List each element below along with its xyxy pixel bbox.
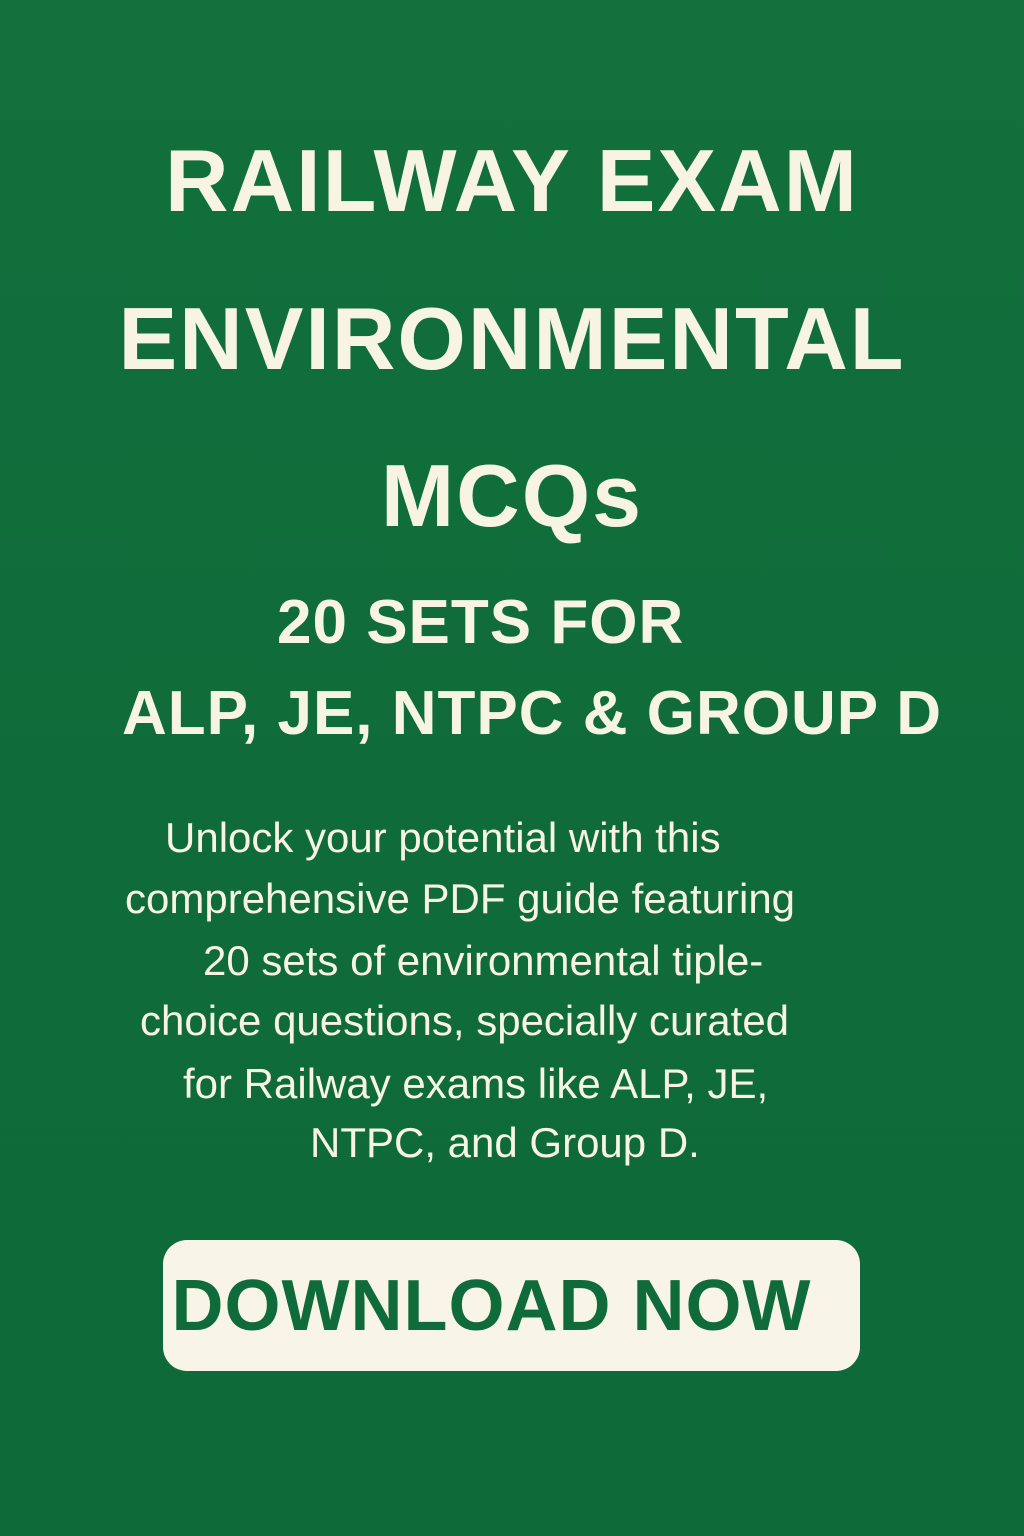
download-now-button[interactable] <box>163 1240 860 1371</box>
title-line-2: ENVIRONMENTAL <box>118 289 906 388</box>
subtitle-line-2: ALP, JE, NTPC & GROUP D <box>122 679 942 748</box>
description-line: choice questions, specially curated <box>140 997 790 1044</box>
description-line: 20 sets of environmental tiple- <box>203 937 764 984</box>
subtitle-line-1: 20 SETS FOR <box>277 588 685 657</box>
description-line: NTPC, and Group D. <box>310 1119 700 1166</box>
download-now-label: DOWNLOAD NOW <box>171 1265 812 1346</box>
title-line-1: RAILWAY EXAM <box>165 131 859 230</box>
description-line: Unlock your potential with this <box>165 814 721 861</box>
description-line: for Railway exams like ALP, JE, <box>183 1060 769 1107</box>
description-line: comprehensive PDF guide featuring <box>125 875 796 922</box>
title-line-3: MCQs <box>380 446 644 545</box>
